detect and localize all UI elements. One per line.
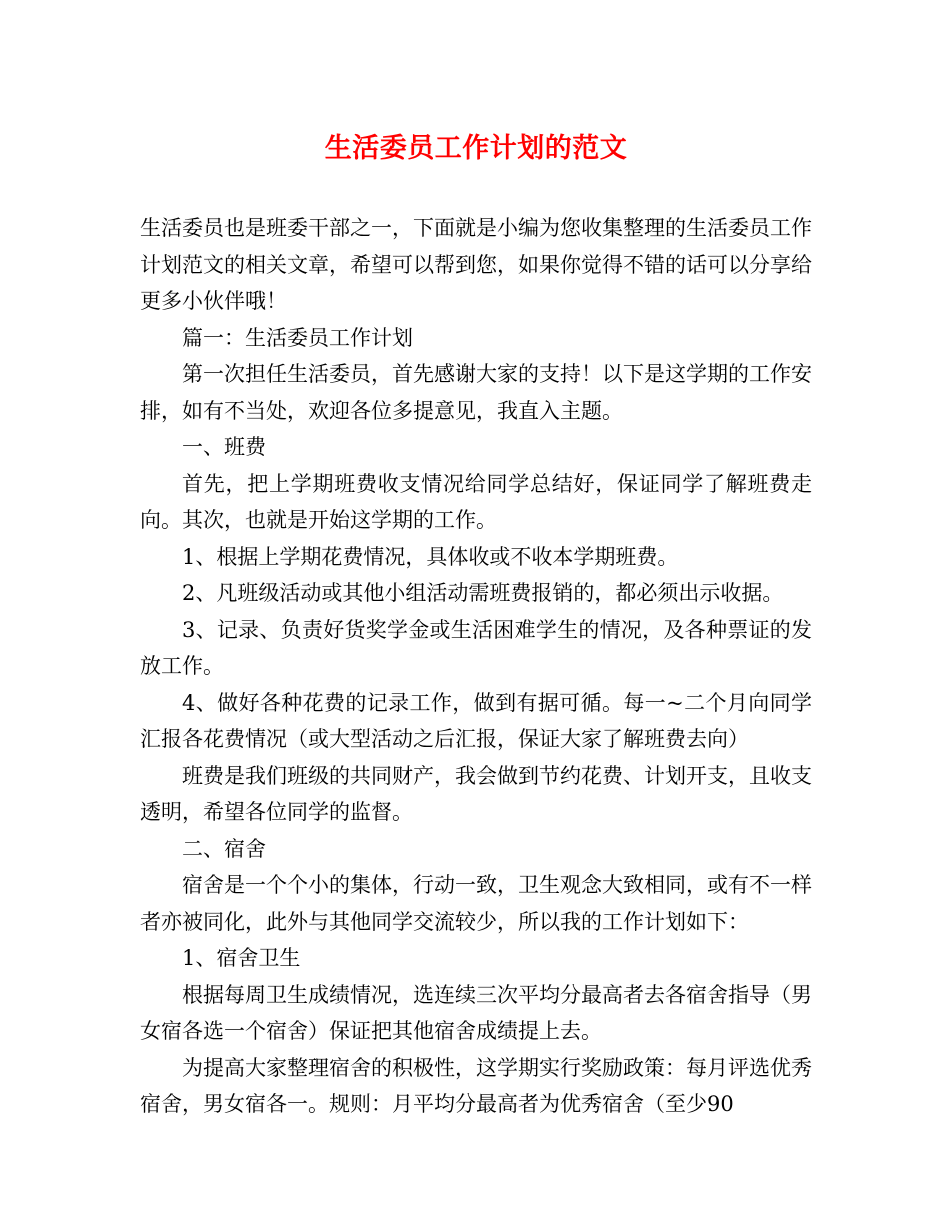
list-item: 4、做好各种花费的记录工作，做到有据可循。每一~二个月向同学汇报各花费情况（或大型活动之后汇报，保证大家了解班费去向） xyxy=(140,690,812,751)
section-heading-dormitory: 二、宿舍 xyxy=(182,836,266,861)
section-heading-part-one: 篇一：生活委员工作计划 xyxy=(182,325,413,350)
body-paragraph: 为提高大家整理宿舍的积极性，这学期实行奖励政策：每月评选优秀宿舍，男女宿各一。规则：月平均分最高者为优秀宿舍（至少90 xyxy=(140,1055,812,1116)
list-item: 2、凡班级活动或其他小组活动需班费报销的，都必须出示收据。 xyxy=(182,581,784,605)
document-page xyxy=(140,128,812,1123)
body-paragraph: 班费是我们班级的共同财产，我会做到节约花费、计划开支，且收支透明，希望各位同学的监督。 xyxy=(140,763,812,824)
document-title: 生活委员工作计划的范文 xyxy=(324,133,628,164)
list-item: 3、记录、负责好货奖学金或生活困难学生的情况，及各种票证的发放工作。 xyxy=(140,617,812,678)
section-heading-class-fund: 一、班费 xyxy=(182,435,266,459)
body-paragraph: 根据每周卫生成绩情况，选连续三次平均分最高者去各宿舍指导（男女宿各选一个宿舍）保证把其他宿舍成绩提上去。 xyxy=(140,982,812,1043)
body-paragraph: 首先，把上学期班费收支情况给同学总结好，保证同学了解班费走向。其次，也就是开始这学期的工作。 xyxy=(140,471,812,532)
list-item: 1、根据上学期花费情况，具体收或不收本学期班费。 xyxy=(182,544,679,569)
body-paragraph: 第一次担任生活委员，首先感谢大家的支持！以下是这学期的工作安排，如有不当处，欢迎各位多提意见，我直入主题。 xyxy=(140,362,812,423)
body-paragraph: 宿舍是一个个小的集体，行动一致，卫生观念大致相同，或有不一样者亦被同化，此外与其他同学交流较少，所以我的工作计划如下： xyxy=(140,873,812,934)
document-body xyxy=(140,210,812,1123)
subsection-heading-dorm-hygiene: 1、宿舍卫生 xyxy=(182,946,301,970)
intro-paragraph: 生活委员也是班委干部之一，下面就是小编为您收集整理的生活委员工作计划范文的相关文章，希望可以帮到您，如果你觉得不错的话可以分享给更多小伙伴哦！ xyxy=(140,216,812,313)
